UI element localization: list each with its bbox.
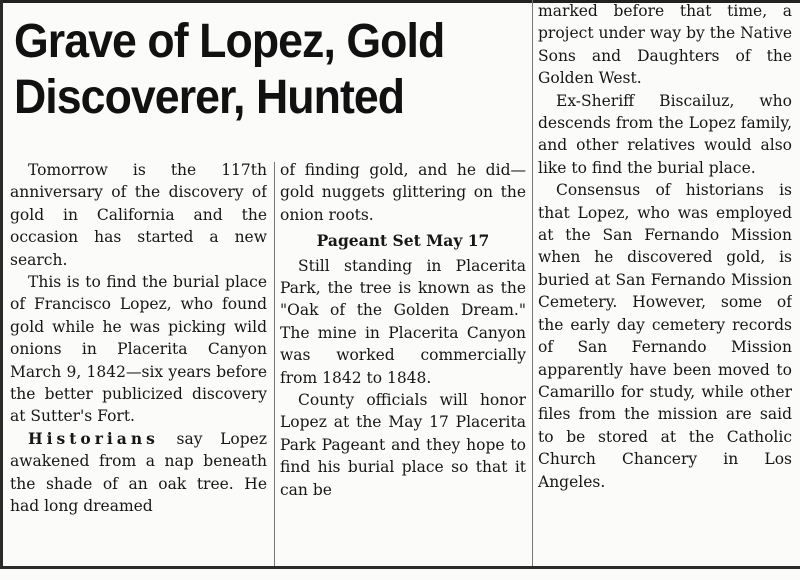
paragraph: marked before that time, a project under way by the Native Sons and Daughters of the Golden West. bbox=[538, 2, 792, 88]
paragraph bbox=[10, 428, 267, 518]
paragraph-text: say Lopez awakened from a nap beneath the shade of an oak tree. He had long dreamed bbox=[10, 429, 267, 516]
paragraph: Consensus of historians is that Lopez, who was employed at the San Fernando Mission when he discovered gold, is buried at San Fernando Mission Cemetery. However, some of the early day cemetery records of San Fernando Mission apparently have been moved to Camarillo for study, while other files from the mission are said to be stored at the Catholic Church Chancery in Los Angeles. bbox=[538, 181, 792, 491]
article-column-3 bbox=[538, 0, 792, 566]
headline: Grave of Lopez, Gold Discoverer, Hunted bbox=[14, 15, 445, 124]
paragraph: This is to find the burial place of Francisco Lopez, who found gold while he was picking wild onions in Placerita Canyon March 9, 1842—six years before the better publicized discovery at Sutter's Fort. bbox=[10, 273, 267, 426]
paragraph: Tomorrow is the 117th anniversary of the discovery of gold in California and the occasion has started a new search. bbox=[10, 161, 267, 269]
paragraph: County officials will honor Lopez at the May 17 Placerita Park Pageant and they hope to find his burial place so that it can be bbox=[280, 391, 526, 499]
left-border-rule bbox=[0, 0, 3, 569]
column-divider-1 bbox=[274, 162, 275, 566]
paragraph: Ex-Sheriff Biscailuz, who descends from the Lopez family, and other relatives would also like to find the burial place. bbox=[538, 91, 792, 177]
paragraph: Still standing in Placerita Park, the tree is known as the "Oak of the Golden Dream." The mine in Placerita Canyon was worked commercially from 1842 to 1848. bbox=[280, 256, 526, 387]
column-divider-2 bbox=[532, 0, 533, 566]
bottom-border-rule bbox=[0, 566, 800, 569]
lead-word: Historians bbox=[28, 428, 159, 448]
article-column-2 bbox=[280, 159, 526, 566]
article-column-1 bbox=[10, 159, 267, 566]
paragraph: of finding gold, and he did—gold nuggets glittering on the onion roots. bbox=[280, 161, 526, 224]
subheading: Pageant Set May 17 bbox=[316, 231, 490, 251]
